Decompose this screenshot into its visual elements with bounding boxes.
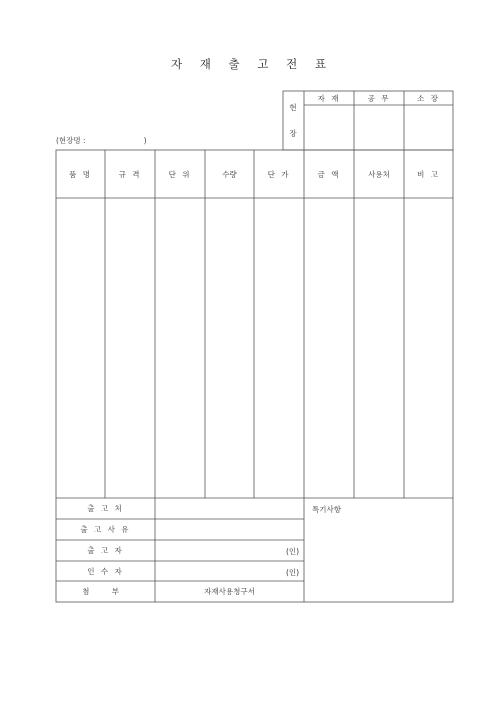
approval-col-manager: 소 장 [417,93,440,103]
header-usage: 사용처 [368,169,390,179]
footer-attachment-label: 첨 부 [82,587,129,596]
header-unit-price: 단 가 [267,169,291,179]
site-name-close: ) [143,136,147,145]
footer-issue-reason-label: 출 고 사 유 [80,525,131,534]
special-remarks-label: 특기사항 [312,505,341,514]
receiver-seal: (인) [286,568,300,577]
header-item-name: 품 명 [69,169,92,179]
header-amount: 금 액 [317,169,341,179]
approval-col-works: 공 무 [367,93,391,103]
header-quantity: 수량 [222,169,237,179]
footer-receiver-label: 인 수 자 [87,566,124,576]
approval-site-label-2: 장 [289,129,297,138]
issuer-seal: (인) [286,547,300,556]
footer-issuer-label: 출 고 자 [87,546,124,555]
footer-issue-destination-label: 출 고 처 [87,504,124,513]
site-name-label: (현장명 : [56,136,86,145]
header-unit: 단 위 [168,169,192,179]
header-remarks: 비 고 [417,169,440,179]
header-spec: 규 격 [118,169,142,179]
attachment-value: 자재사용청구서 [204,587,255,596]
approval-site-label-1: 현 [289,103,297,112]
approval-col-materials: 자 재 [317,93,341,103]
page-title: 자 재 출 고 전 표 [171,57,333,71]
